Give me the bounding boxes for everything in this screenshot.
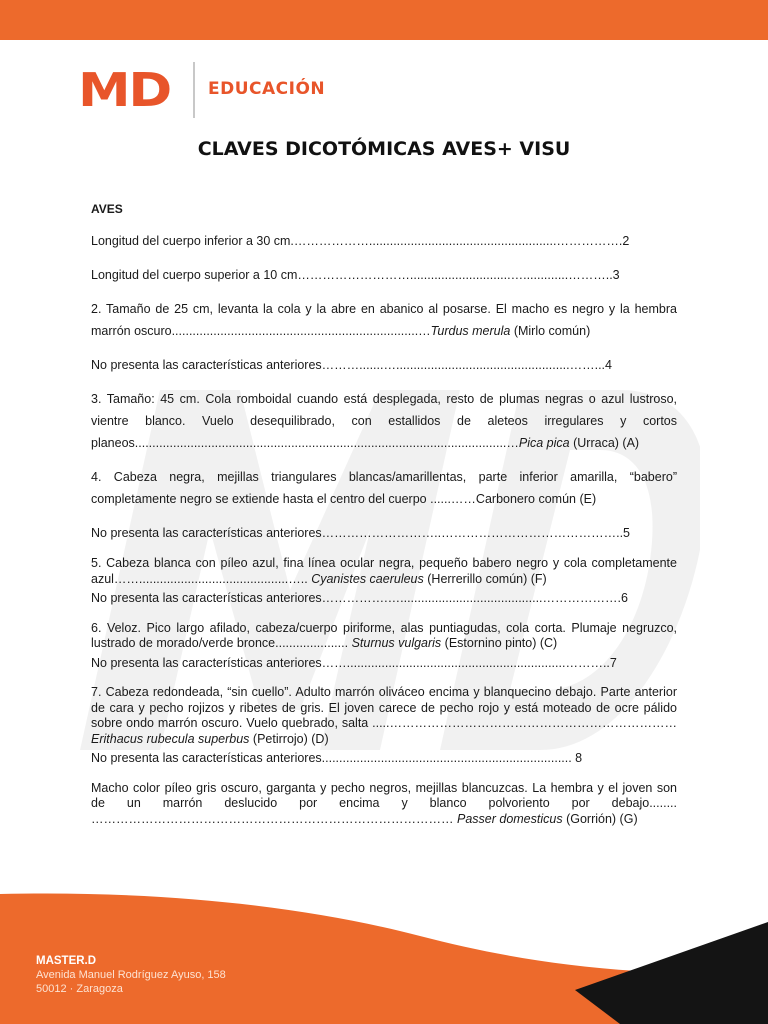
key-line-11: No presenta las características anteriores……...............................................................………..7 [91, 655, 617, 670]
key-line-6: 4. Cabeza negra, mejillas triangulares blancas/amarillentas, parte inferior amarilla, “babero” completamente negro se extiende hasta el centro del cuerpo ......……Carbonero común (E) [91, 470, 677, 506]
key-line-4: No presenta las características anteriores……….......…..................................................……...4 [91, 358, 612, 372]
section-heading: AVES [91, 202, 123, 216]
key-line-1: Longitud del cuerpo inferior a 30 cm.………………......................................................…………….2 [91, 234, 630, 248]
key-line-13: No presenta las características anteriores........................................................................ 8 [91, 751, 583, 765]
key-content [91, 202, 677, 831]
key-line-10: 6. Veloz. Pico largo afilado, cabeza/cuerpo piriforme, alas puntiagudas, cola corta. Plumaje negruzco, lustrado de morado/verde bronce..................... Sturnus vulgaris (Estornino pinto) (C) [91, 620, 677, 650]
footer-address: Avenida Manuel Rodríguez Ayuso, 158 [36, 969, 226, 981]
key-line-2: Longitud del cuerpo superior a 10 cm……………………….............................….............………..3 [91, 268, 620, 282]
key-line-9: No presenta las características anteriores…………….….........................................……………….6 [91, 591, 628, 605]
logo-mark: MD [78, 63, 170, 117]
footer-address-block [36, 954, 226, 996]
key-line-12: 7. Cabeza redondeada, “sin cuello”. Adulto marrón oliváceo encima y blanquecino debajo. Parte anterior de cara y pecho rojizos y ribetes de gris. El joven carece de pecho rojo y está moteado de ocre pálido sobre ondo marrón oscuro. Vuelo quebrado, salta .....…………………………………………………………… Erithacus rubecula superbus (Petirrojo) (D) [91, 685, 677, 746]
footer-city: 50012 · Zaragoza [36, 983, 123, 995]
key-line-14: Macho color píleo gris oscuro, garganta y pecho negros, mejillas blancuzcas. La hembra y el joven son de un marrón deslucido por encima y blanco polvoriento por debajo........ …………………………………………………………………………… Passer domesticus (Gorrión) (G) [91, 780, 677, 826]
top-accent-bar [0, 0, 768, 40]
logo-divider [193, 62, 195, 118]
md-educacion-logo [78, 62, 326, 118]
key-line-5: 3. Tamaño: 45 cm. Cola romboidal cuando está desplegada, resto de plumas negras o azul lustroso, vientre blanco. Vuelo desequilibrado, con estallidos de aleteos irregulares y cortos planeos...........................................................................................................…Pica pica (Urraca) (A) [91, 392, 677, 450]
document-title: CLAVES DICOTÓMICAS AVES+ VISU [197, 138, 571, 160]
footer-wave [0, 880, 768, 1024]
key-line-8: 5. Cabeza blanca con píleo azul, fina línea ocular negra, pequeño babero negro y cola completamente azul……...........................................….. Cyanistes caeruleus (Herrerillo común) (F) [91, 556, 677, 586]
logo-text: EDUCACIÓN [208, 79, 326, 99]
key-line-7: No presenta las características anteriores………………………..……………………………………..5 [91, 526, 631, 540]
key-line-3: 2. Tamaño de 25 cm, levanta la cola y la abre en abanico al posarse. El macho es negro y la hembra marrón oscuro.......................................................................…Turdus merula (Mirlo común) [91, 302, 677, 338]
footer-brand: MASTER.D [36, 955, 97, 967]
